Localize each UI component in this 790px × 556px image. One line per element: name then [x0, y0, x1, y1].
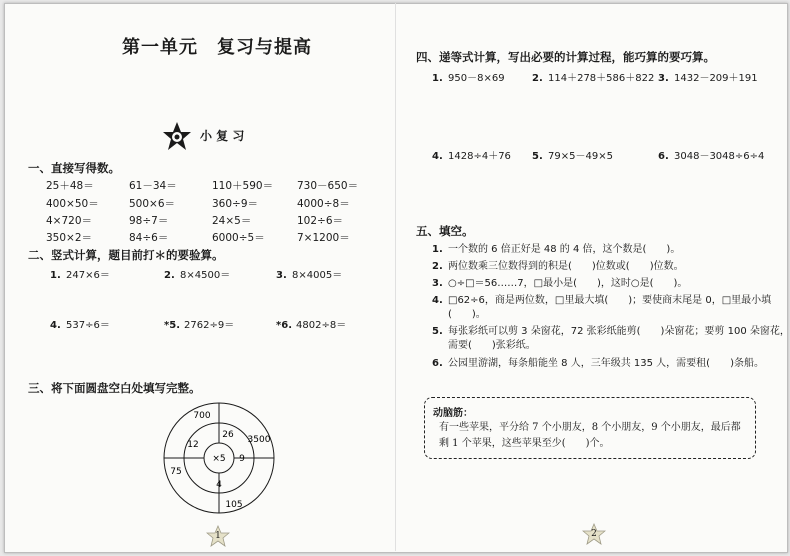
calc-problem [532, 147, 613, 162]
brain-teaser-title: 动脑筋： [433, 408, 473, 419]
problem-expression: 4802÷8＝ [296, 320, 347, 331]
problem-cell: 350×2＝ [46, 232, 93, 244]
problem-number: *6. [276, 320, 292, 331]
brain-teaser-text: 有一些苹果，平分给 7 个小朋友，8 个小朋友，9 个小朋友，最后都剩 1 个苹果，这些苹果至少( )个。 [439, 422, 741, 449]
fill-item-text: ○÷□＝56……7，□最小是( )，这时○是( )。 [448, 278, 688, 289]
problem-expression: 537÷6＝ [66, 320, 110, 331]
problem-number: 5. [432, 326, 443, 337]
wheel-outer-value: 700 [193, 411, 211, 421]
problem-number: 1. [50, 270, 61, 281]
wheel-outer-value: 75 [170, 467, 182, 477]
problem-number: *5. [164, 320, 180, 331]
wheel-outer-value: 105 [225, 500, 243, 510]
section1-heading: 一、直接写得数。 [28, 161, 120, 175]
problem-cell: 400×50＝ [46, 198, 99, 210]
fill-item [432, 274, 687, 289]
fill-item [432, 322, 790, 337]
calc-problem [432, 69, 505, 84]
problem-expression: 8×4500＝ [180, 270, 231, 281]
problem-number: 4. [432, 295, 443, 306]
problem-cell: 98÷7＝ [129, 215, 169, 227]
calc-problem [432, 147, 511, 162]
number-wheel [162, 401, 276, 515]
problem-cell: 24×5＝ [212, 215, 252, 227]
problem-expression: 1432－209＋191 [674, 73, 758, 84]
problem-number: 3. [432, 278, 443, 289]
page-number: 1 [215, 531, 221, 541]
section2-heading: 二、竖式计算，题目前打＊的要验算。 [28, 248, 224, 262]
problem-expression: 950－8×69 [448, 73, 505, 84]
wheel-inner-value: 26 [222, 430, 234, 440]
fill-item-text: 公园里游湖，每条船能坐 8 人，三年级共 135 人，需要租( )条船。 [448, 358, 764, 369]
problem-cell: 102÷6＝ [297, 215, 344, 227]
problem-cell: 360÷9＝ [212, 198, 259, 210]
unit-title: 第一单元 复习与提高 [122, 37, 312, 58]
problem-expression: 2762÷9＝ [184, 320, 235, 331]
fill-item [432, 354, 764, 369]
section4-heading: 四、递等式计算，写出必要的计算过程，能巧算的要巧算。 [416, 50, 715, 64]
problem-cell: 4×720＝ [46, 215, 93, 227]
fill-item-text: 两位数乘三位数得到的积是( )位数或( )位数。 [448, 261, 684, 272]
vertical-problem [50, 266, 110, 281]
problem-number: 3. [658, 73, 669, 84]
wheel-inner-value: 4 [216, 480, 222, 490]
fill-item [432, 240, 680, 255]
vertical-problem [50, 316, 110, 331]
problem-cell: 84÷6＝ [129, 232, 169, 244]
problem-cell: 7×1200＝ [297, 232, 350, 244]
problem-number: 2. [432, 261, 443, 272]
problem-cell: 500×6＝ [129, 198, 176, 210]
problem-expression: 1428÷4＋76 [448, 151, 511, 162]
problem-cell: 4000÷8＝ [297, 198, 350, 210]
wheel-inner-value: 9 [239, 454, 245, 464]
problem-expression: 3048－3048÷6÷4 [674, 151, 765, 162]
vertical-problem [164, 266, 230, 281]
problem-cell: 6000÷5＝ [212, 232, 265, 244]
problem-number: 4. [432, 151, 443, 162]
problem-cell: 110＋590＝ [212, 180, 274, 192]
problem-number: 4. [50, 320, 61, 331]
fill-item-text: □62÷6，商是两位数，□里最大填( )；要使商末尾是 0，□里最小填 [448, 295, 772, 306]
page-number: 2 [591, 529, 597, 539]
vertical-problem [164, 316, 234, 331]
calc-problem [658, 147, 764, 162]
fill-item [432, 291, 771, 306]
section5-heading: 五、填空。 [416, 224, 474, 238]
wheel-center: ×5 [212, 454, 226, 464]
section3-heading: 三、将下面圆盘空白处填写完整。 [28, 381, 201, 395]
problem-number: 6. [658, 151, 669, 162]
fill-item-continuation: ( )。 [448, 309, 486, 320]
problem-number: 5. [532, 151, 543, 162]
subtitle: 小 复 习 [200, 129, 245, 143]
vertical-problem [276, 316, 346, 331]
wheel-outer-value: 3500 [247, 435, 271, 445]
problem-number: 1. [432, 73, 443, 84]
problem-cell: 61－34＝ [129, 180, 177, 192]
problem-cell: 730－650＝ [297, 180, 359, 192]
fill-item [432, 257, 684, 272]
problem-number: 6. [432, 358, 443, 369]
problem-expression: 114＋278＋586＋822 [548, 73, 655, 84]
fill-item-text: 一个数的 6 倍正好是 48 的 4 倍，这个数是( )。 [448, 244, 681, 255]
star-icon [162, 121, 192, 151]
calc-problem [658, 69, 758, 84]
brain-teaser-box [424, 397, 756, 459]
problem-number: 3. [276, 270, 287, 281]
fill-item-continuation: 需要( )张彩纸。 [448, 340, 536, 351]
vertical-problem [276, 266, 342, 281]
problem-number: 2. [164, 270, 175, 281]
problem-expression: 8×4005＝ [292, 270, 343, 281]
problem-number: 1. [432, 244, 443, 255]
wheel-inner-value: 12 [187, 440, 199, 450]
problem-number: 2. [532, 73, 543, 84]
calc-problem [532, 69, 654, 84]
problem-expression: 79×5－49×5 [548, 151, 613, 162]
fill-item-text: 每张彩纸可以剪 3 朵窗花，72 张彩纸能剪( )朵窗花；要剪 100 朵窗花， [448, 326, 790, 337]
right-page [396, 3, 790, 551]
problem-expression: 247×6＝ [66, 270, 110, 281]
problem-cell: 25＋48＝ [46, 180, 94, 192]
left-page [4, 3, 395, 551]
